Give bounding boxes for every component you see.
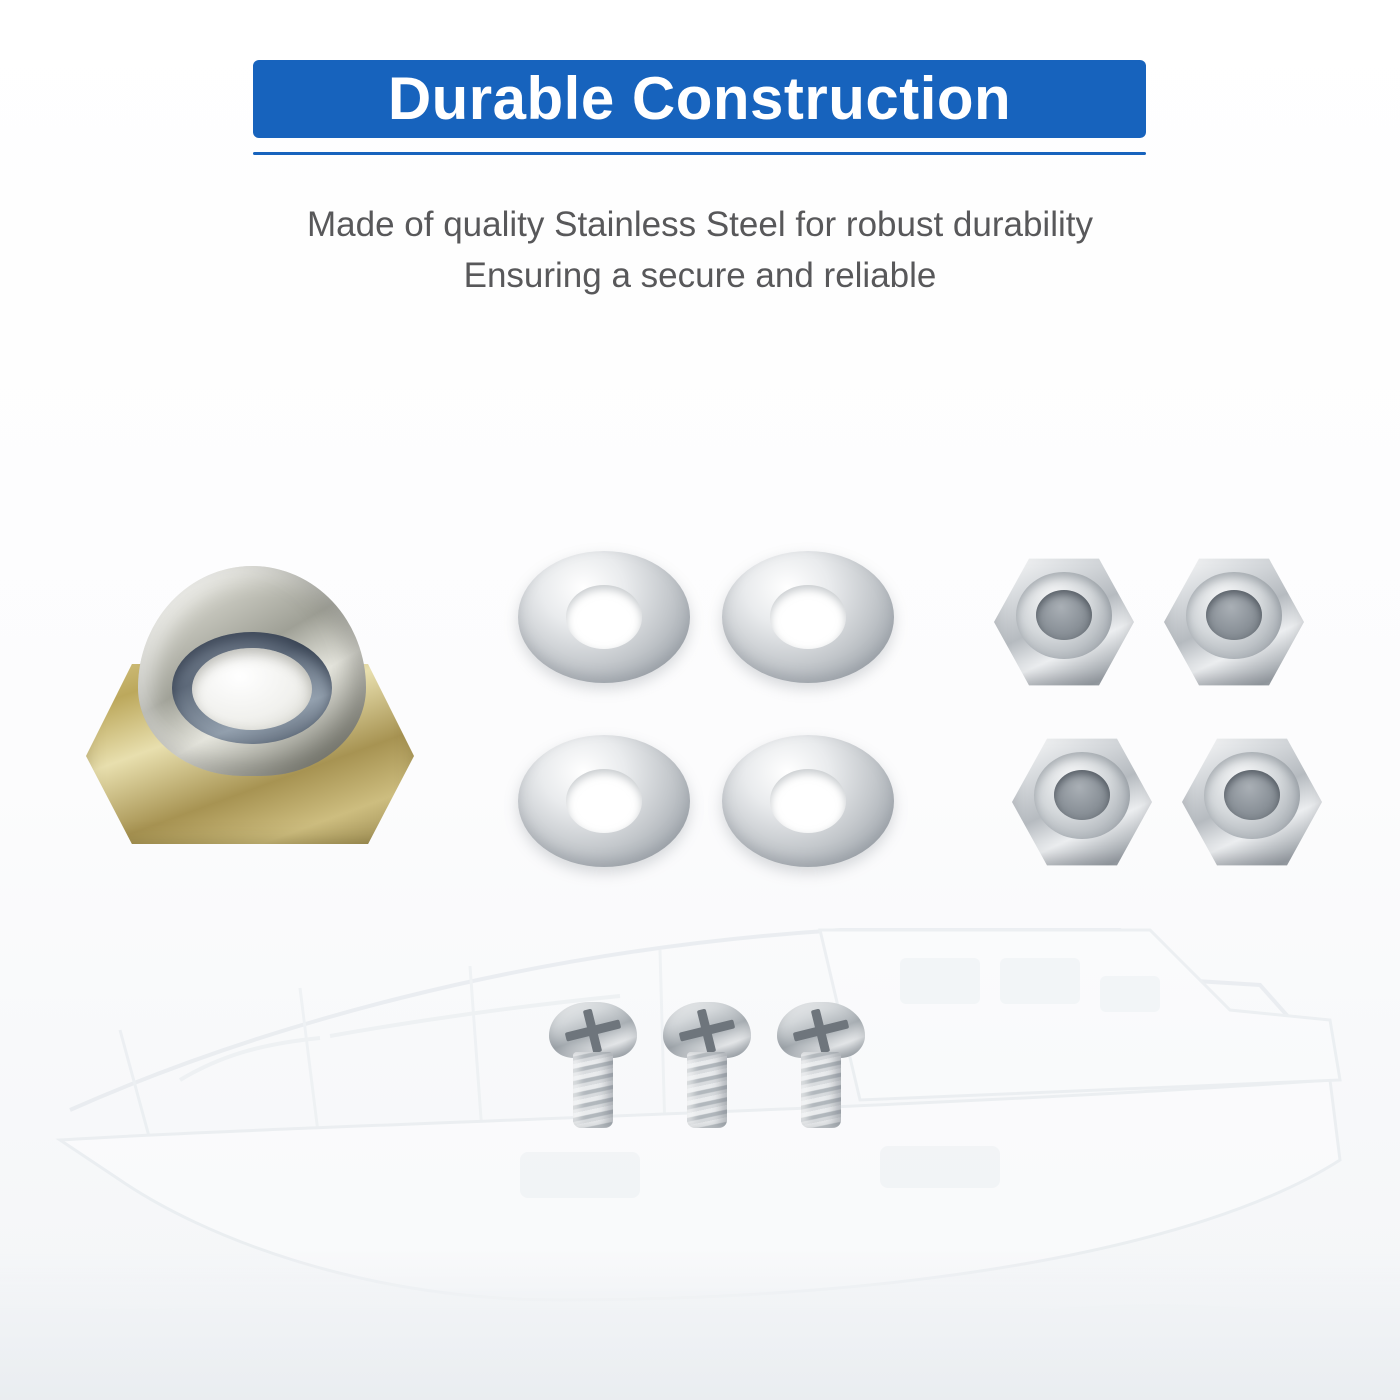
flat-washer bbox=[518, 551, 690, 683]
screw-threaded-shank bbox=[687, 1052, 727, 1128]
nylon-insert-lock-nut bbox=[994, 556, 1134, 688]
subtitle-line-2: Ensuring a secure and reliable bbox=[463, 255, 937, 295]
banner-title: Durable Construction bbox=[387, 65, 1012, 132]
screw-threaded-shank bbox=[801, 1052, 841, 1128]
nylon-insert-lock-nut bbox=[1182, 736, 1322, 868]
phillips-flat-head-screw bbox=[663, 1002, 751, 1142]
nut-center-hole bbox=[192, 648, 312, 730]
nylon-insert-lock-nut bbox=[1012, 736, 1152, 868]
flat-washer bbox=[518, 735, 690, 867]
flat-washer bbox=[722, 551, 894, 683]
phillips-flat-head-screw bbox=[777, 1002, 865, 1142]
screw-threaded-shank bbox=[573, 1052, 613, 1128]
screw-head bbox=[549, 1002, 637, 1058]
phillips-flat-head-screw bbox=[549, 1002, 637, 1142]
screw-head bbox=[663, 1002, 751, 1058]
subtitle-line-1: Made of quality Stainless Steel for robust durability bbox=[307, 205, 1093, 244]
flange-lock-nut-large bbox=[80, 556, 420, 866]
screw-head bbox=[777, 1002, 865, 1058]
nylon-insert-lock-nut bbox=[1164, 556, 1304, 688]
flat-washer bbox=[722, 735, 894, 867]
